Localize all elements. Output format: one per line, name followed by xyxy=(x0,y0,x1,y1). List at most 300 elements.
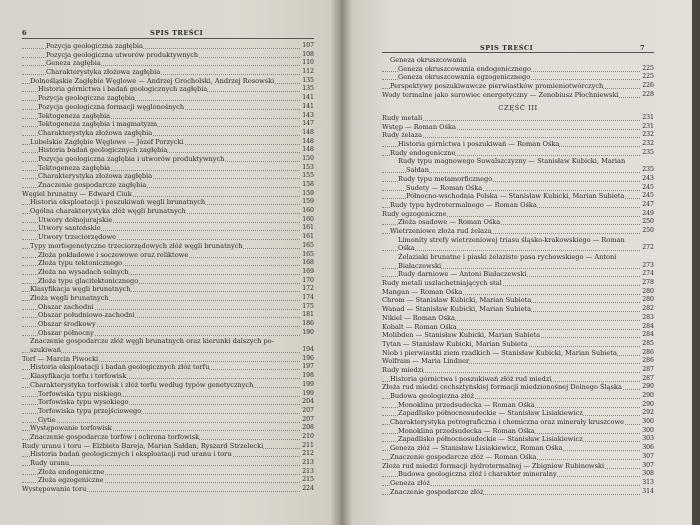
toc-entry xyxy=(382,184,654,193)
toc-entry-page: 135 xyxy=(302,76,314,84)
toc-entry-page: 165 xyxy=(302,250,314,258)
toc-entry-title: Historia eksploatacji i badań geologicznych złóż torfu xyxy=(30,363,210,372)
toc-entry xyxy=(382,383,654,392)
left-running-head: SPIS TREŚCI xyxy=(150,29,204,37)
toc-entry xyxy=(382,349,654,358)
toc-entry-title: Charakterystyka złożowa zagłębia xyxy=(38,172,153,181)
toc-entry-title: Molibden — Stanisław Kubicki, Marian Subieta xyxy=(382,331,541,340)
toc-entry-page: 285 xyxy=(642,339,654,347)
toc-entry-page: 226 xyxy=(642,82,654,90)
toc-entry-title: Północno-wschodnia Polska — Stanisław Kubicki, Marian Subieta xyxy=(406,192,625,201)
toc-entry-title: Mangan — Roman Ośka xyxy=(382,287,463,296)
toc-entry-title: Rudy żelaza xyxy=(382,131,423,140)
toc-entry xyxy=(382,175,654,184)
toc-entry-page: 290 xyxy=(642,400,654,408)
toc-entry-page: 272 xyxy=(642,244,654,252)
left-header-rule xyxy=(22,38,314,39)
toc-entry-title: Klasyfikacja torfu i torfowisk xyxy=(30,372,127,381)
toc-entry-page: 155 xyxy=(302,172,314,180)
right-page-number: 7 xyxy=(640,44,646,52)
toc-entry-page: 168 xyxy=(302,259,314,267)
toc-entry-title: Monoklina przedsudecka — Roman Ośka xyxy=(398,400,535,409)
toc-entry-page: 161 xyxy=(302,224,314,232)
toc-entry-page: 108 xyxy=(302,50,314,58)
toc-entry xyxy=(22,303,314,312)
toc-entry-title: Sudety — Roman Ośka xyxy=(406,183,483,192)
toc-entry-title: Rudy uranu i toru — Elżbieta Bareja, Marian Sałdan, Ryszard Strzelecki xyxy=(22,441,264,450)
toc-entry-page: 141 xyxy=(302,94,314,102)
toc-entry-title: Białaczewski xyxy=(398,261,442,270)
toc-entry-page: 174 xyxy=(302,293,314,301)
toc-entry-page: 141 xyxy=(302,102,314,110)
toc-entry-title: Zapadlisko północnosudeckie — Stanisław Lisiakiewicz xyxy=(398,409,583,418)
toc-entry-title: Pozycja geologiczna zagłębia i utworów produktywnych xyxy=(38,154,225,163)
toc-entry-title: Geneza okruszcowania xyxy=(390,56,467,64)
toc-entry-title: Złoża rud miedzi formacji hydrotermalnej — Zbigniew Rubinowski xyxy=(382,461,605,470)
toc-entry-title: Wolfram — Maria Lindner xyxy=(382,357,470,366)
toc-entry-page: 197 xyxy=(302,363,314,371)
book-gutter xyxy=(330,0,352,525)
toc-entry-page: 225 xyxy=(642,73,654,81)
toc-entry-page: 159 xyxy=(302,198,314,206)
toc-entry xyxy=(382,253,654,262)
toc-entry xyxy=(22,485,314,494)
right-toc xyxy=(382,114,654,496)
toc-entry xyxy=(382,366,654,375)
toc-entry-title: Torf — Marcin Piwocki xyxy=(22,354,99,363)
toc-entry-title: Rudy typu metamorficznego xyxy=(398,174,493,183)
toc-entry-title: Lubelskie Zagłębie Węglowe — Józef Porzycki xyxy=(30,137,184,146)
toc-entry xyxy=(382,149,654,158)
toc-entry xyxy=(22,372,314,381)
toc-entry-title: Rudy darniowe — Antoni Białaczewski xyxy=(398,270,527,279)
toc-entry xyxy=(382,288,654,297)
toc-entry-title: Historia badań geologicznych i eksploatacji rud uranu i toru xyxy=(30,450,232,459)
toc-entry xyxy=(22,346,314,355)
toc-entry-title: Obszar północny xyxy=(38,328,94,337)
toc-entry-page: 308 xyxy=(642,470,654,478)
leader-dots xyxy=(22,416,300,423)
toc-entry xyxy=(22,320,314,329)
toc-entry-page: 225 xyxy=(642,64,654,72)
toc-entry xyxy=(22,363,314,372)
toc-entry-title: Zapadlisko północnosudeckie — Stanisław Lisiakiewicz xyxy=(398,435,583,444)
toc-entry-page: 243 xyxy=(642,174,654,182)
toc-entry-page: 207 xyxy=(302,406,314,414)
toc-entry xyxy=(22,51,314,60)
toc-entry-page: 292 xyxy=(642,409,654,417)
toc-entry-page: 232 xyxy=(642,140,654,148)
toc-entry-page: 213 xyxy=(302,467,314,475)
toc-entry-title: Charakterystyka torfowisk i złóż torfu według typów genetycznych xyxy=(30,380,254,389)
toc-entry-page: 148 xyxy=(302,128,314,136)
toc-entry xyxy=(22,242,314,251)
toc-entry-title: Budowa geologiczna złóż xyxy=(390,392,474,400)
toc-entry-title: Kobalt — Roman Ośka xyxy=(382,322,457,331)
toc-entry xyxy=(382,166,654,175)
toc-entry-page: 307 xyxy=(642,461,654,469)
toc-entry xyxy=(22,259,314,268)
toc-entry xyxy=(382,444,654,453)
toc-entry-page: 107 xyxy=(302,42,314,49)
toc-entry-title: Pozycja geologiczna zagłębia xyxy=(46,42,143,50)
toc-entry-page: 235 xyxy=(642,148,654,156)
toc-entry-page: 169 xyxy=(302,267,314,275)
toc-entry-page: 232 xyxy=(642,131,654,139)
toc-entry-page: 175 xyxy=(302,302,314,310)
toc-entry-title: Torfowiska typu niskiego xyxy=(38,389,122,398)
toc-entry xyxy=(382,262,654,271)
toc-entry-page: 307 xyxy=(642,452,654,460)
toc-entry-title: Znaczenie gospodarcze złóż xyxy=(390,487,484,496)
toc-entry-title: Złoża egzogeniczne xyxy=(38,476,104,485)
toc-entry xyxy=(22,433,314,442)
toc-entry xyxy=(382,357,654,366)
toc-entry xyxy=(22,233,314,242)
toc-entry-title: Historia górnictwa i poszukiwań złóż rud miedzi xyxy=(390,374,552,383)
toc-entry-title: Wstęp — Roman Ośka xyxy=(382,122,456,131)
toc-entry-title: Limonity strefy wietrzeniowej triasu śląsko-krakowskiego — Roman xyxy=(398,235,625,244)
toc-entry xyxy=(22,94,314,103)
toc-entry-page: 211 xyxy=(302,441,314,449)
toc-entry-page: 213 xyxy=(302,459,314,466)
toc-entry xyxy=(382,340,654,349)
toc-entry-title: Niob i pierwiastki ziem rzadkich — Stanisław Kubicki, Marian Subieta xyxy=(382,348,617,357)
right-toc-top xyxy=(382,56,654,99)
toc-entry xyxy=(382,218,654,227)
toc-entry-page: 287 xyxy=(642,365,654,373)
toc-entry xyxy=(22,407,314,416)
toc-entry xyxy=(382,375,654,384)
toc-entry xyxy=(22,181,314,190)
toc-entry-page: 283 xyxy=(642,313,654,321)
toc-entry xyxy=(382,210,654,219)
toc-entry-title: Obszar zachodni xyxy=(38,302,94,311)
toc-entry-page: 198 xyxy=(302,372,314,380)
right-page xyxy=(340,0,692,525)
right-running-head: SPIS TREŚCI xyxy=(480,44,534,52)
toc-entry-page: 161 xyxy=(302,233,314,241)
toc-entry xyxy=(382,192,654,201)
toc-entry-title: Obszar środkowy xyxy=(38,320,96,328)
toc-entry xyxy=(382,114,654,123)
toc-entry-page: 286 xyxy=(642,357,654,365)
toc-entry xyxy=(382,409,654,418)
toc-entry-title: Gytie xyxy=(38,415,56,424)
toc-entry-page: 186 xyxy=(302,320,314,327)
toc-entry-page: 235 xyxy=(642,166,654,174)
toc-entry-page: 224 xyxy=(302,485,314,493)
toc-entry-title: Wietrzeniowe złoża rud żelaza xyxy=(390,226,492,235)
toc-entry xyxy=(22,468,314,477)
toc-entry-title: Występowanie toru xyxy=(22,485,87,494)
toc-entry-title: Historia badań geologicznych zagłębia xyxy=(38,146,168,155)
toc-entry-title: Tektogeneza zagłębia i magmatyzm xyxy=(38,120,158,129)
toc-entry xyxy=(22,207,314,216)
toc-entry xyxy=(22,59,314,68)
toc-entry-title: Perspektywy poszukiwawcze pierwiastków promieniotwórczych xyxy=(390,82,604,91)
toc-entry xyxy=(382,427,654,436)
toc-entry-title: Złoża węgli brunatnych xyxy=(30,293,109,302)
toc-entry-title: Złoża osadowe — Roman Ośka xyxy=(398,218,501,227)
toc-entry-page: 181 xyxy=(302,311,314,319)
toc-entry-page: 135 xyxy=(302,85,314,93)
toc-entry-title: Utwory trzeciorzędowe xyxy=(38,233,117,242)
toc-entry-page: 282 xyxy=(642,305,654,313)
toc-entry xyxy=(22,77,314,86)
toc-entry xyxy=(382,244,654,253)
toc-entry xyxy=(382,305,654,314)
toc-entry xyxy=(22,216,314,225)
toc-entry-title: Złoża pokładowe i soczewowe oraz reliktowe xyxy=(38,250,189,259)
toc-entry-page: 231 xyxy=(642,122,654,130)
toc-entry-page: 303 xyxy=(642,435,654,443)
toc-entry xyxy=(382,201,654,210)
toc-entry-title: Znaczenie gospodarcze zagłębia xyxy=(38,181,147,189)
toc-entry-page: 143 xyxy=(302,111,314,119)
toc-entry-title: Występowanie torfowisk xyxy=(30,424,112,433)
left-page-number: 6 xyxy=(22,29,28,37)
toc-entry-page: 165 xyxy=(302,241,314,249)
toc-entry-page: 153 xyxy=(302,163,314,171)
toc-entry-title: Rudy typu hydrotermalnego — Roman Ośka xyxy=(390,200,537,209)
toc-entry-title: Utwory santońskie xyxy=(38,224,101,233)
toc-entry-page: 245 xyxy=(642,183,654,191)
toc-entry-page: 250 xyxy=(642,218,654,226)
toc-entry-title: Rudy egzogeniczne xyxy=(382,209,447,218)
toc-entry-title: Złoża typu glacitektonicznego xyxy=(38,276,139,285)
toc-entry-page: 250 xyxy=(642,226,654,234)
toc-entry-page: 199 xyxy=(302,380,314,388)
toc-entry xyxy=(382,488,654,497)
toc-entry-page: 150 xyxy=(302,154,314,162)
toc-entry-title: Nikiel — Roman Ośka xyxy=(382,313,455,322)
toc-entry-page: 280 xyxy=(642,287,654,295)
toc-entry-title: Złoża rud miedzi cechsztyńskiej formacji miedzionośnej Dolnego Śląska xyxy=(382,383,622,392)
toc-entry-title: Typy morfogenetyczne trzeciorzędowych złóż węgli brunatnych xyxy=(30,241,243,250)
toc-entry-page: 290 xyxy=(642,383,654,391)
toc-entry xyxy=(382,392,654,401)
toc-entry-page: 280 xyxy=(642,296,654,304)
toc-entry xyxy=(382,279,654,288)
toc-entry xyxy=(22,476,314,485)
toc-entry-page: 172 xyxy=(302,285,314,293)
toc-entry-page: 247 xyxy=(642,200,654,208)
toc-entry xyxy=(382,270,654,279)
part-heading: CZĘŚĆ III xyxy=(498,104,538,112)
toc-entry-page: 245 xyxy=(642,192,654,200)
toc-entry xyxy=(22,277,314,286)
toc-entry-title: Geneza okruszcowania endogenicznego xyxy=(398,64,531,73)
toc-entry xyxy=(22,398,314,407)
toc-entry xyxy=(382,418,654,427)
toc-entry xyxy=(22,103,314,112)
toc-entry xyxy=(22,164,314,173)
page-edge xyxy=(692,0,700,525)
toc-entry xyxy=(22,329,314,338)
toc-entry xyxy=(22,138,314,147)
toc-entry-page: 160 xyxy=(302,207,314,215)
toc-entry-title: Złoża typu tektonicznego xyxy=(38,259,123,268)
toc-entry-title: Złoża na wysadach solnych xyxy=(38,267,129,276)
toc-entry xyxy=(382,323,654,332)
toc-entry-title: Rudy metali xyxy=(382,114,423,122)
toc-entry-title: Znaczenie gospodarcze torfów i ochrona torfowisk xyxy=(30,432,200,441)
toc-entry-page: 110 xyxy=(302,59,314,67)
toc-entry xyxy=(382,91,654,100)
toc-entry-page: 148 xyxy=(302,146,314,154)
toc-entry-page: 286 xyxy=(642,348,654,356)
toc-entry-title: Historia górnictwa i poszukiwań — Roman Ośka xyxy=(398,140,560,149)
toc-entry xyxy=(22,285,314,294)
toc-entry xyxy=(382,462,654,471)
toc-entry xyxy=(22,459,314,468)
toc-entry-title: Rudy typu magnowego Suwalszczyzny — Stanisław Kubicki, Marian xyxy=(398,157,626,166)
toc-entry xyxy=(382,453,654,462)
toc-entry-page: 228 xyxy=(642,90,654,98)
toc-entry-title: Rudy uranu xyxy=(30,459,70,467)
toc-entry xyxy=(22,190,314,199)
toc-entry-title: Rudy metali uszlachetniających stal xyxy=(382,279,502,288)
toc-entry-title: Geneza zagłębia xyxy=(46,59,101,68)
toc-entry-page: 287 xyxy=(642,374,654,382)
toc-entry-title: Tytan — Stanisław Kubicki, Marian Subieta xyxy=(382,339,528,348)
toc-entry-title: Pozycja geologiczna formacji węglonośnych xyxy=(38,102,185,111)
toc-entry-title: Rudy miedzi xyxy=(382,365,424,374)
toc-entry-page: 210 xyxy=(302,432,314,440)
toc-entry xyxy=(22,381,314,390)
toc-entry xyxy=(22,390,314,399)
toc-entry xyxy=(22,337,314,346)
toc-entry-page: 284 xyxy=(642,331,654,339)
toc-entry xyxy=(382,435,654,444)
toc-entry xyxy=(22,424,314,433)
toc-entry xyxy=(22,155,314,164)
toc-entry xyxy=(382,56,654,65)
toc-entry xyxy=(382,227,654,236)
toc-entry-page: 204 xyxy=(302,398,314,406)
toc-entry-page: 306 xyxy=(642,444,654,452)
toc-entry xyxy=(22,251,314,260)
toc-entry xyxy=(22,120,314,129)
toc-entry xyxy=(22,112,314,121)
toc-entry-title: Złoża endogeniczne xyxy=(38,467,105,476)
toc-entry-title: Znaczenie gospodarcze złóż — Roman Ośka xyxy=(390,452,537,461)
toc-entry xyxy=(382,401,654,410)
toc-entry-page: 190 xyxy=(302,328,314,336)
toc-entry-title: Charakterystyka złożowa zagłębia xyxy=(46,68,161,77)
toc-entry xyxy=(22,416,314,425)
toc-entry-page: 231 xyxy=(642,114,654,121)
toc-entry-page: 290 xyxy=(642,392,654,399)
toc-entry-page: 215 xyxy=(302,476,314,484)
toc-entry xyxy=(382,296,654,305)
toc-entry-page: 196 xyxy=(302,354,314,362)
toc-entry xyxy=(382,131,654,140)
toc-entry-title: Torfowiska typu przejściowego xyxy=(38,406,142,415)
toc-entry xyxy=(22,311,314,320)
toc-entry xyxy=(22,172,314,181)
toc-entry xyxy=(382,65,654,74)
toc-entry-title: Znaczenie gospodarcze złóż węgli brunatnych oraz kierunki dalszych po- xyxy=(30,337,274,346)
toc-entry-title: Budowa geologiczna złóż i charakter mineralny xyxy=(398,470,557,479)
toc-entry-page: 112 xyxy=(302,68,314,76)
toc-entry-title: Torfowiska typu wysokiego xyxy=(38,398,129,407)
toc-entry xyxy=(22,450,314,459)
toc-entry-page: 170 xyxy=(302,276,314,284)
toc-entry-title: Historia eksploatacji i poszukiwań węgli brunatnych xyxy=(30,198,206,207)
toc-entry-title: Geneza okruszcowania egzogenicznego xyxy=(398,73,531,82)
leader-dots xyxy=(22,346,300,353)
toc-entry xyxy=(382,82,654,91)
toc-entry-page: 147 xyxy=(302,120,314,128)
toc-entry-page: 159 xyxy=(302,189,314,197)
toc-entry-title: Pozycja geologiczna utworów produktywnych xyxy=(46,50,199,59)
toc-entry xyxy=(22,198,314,207)
toc-entry-page: 300 xyxy=(642,426,654,434)
toc-entry xyxy=(22,146,314,155)
toc-entry-title: Żelaziaki brunatne i piaski żelaziste pasa rychowskiego — Antoni xyxy=(398,253,617,261)
toc-entry-title: Wody termalne jako surowiec energetyczny — Zenobiusz Płochniewski xyxy=(382,90,619,99)
toc-entry xyxy=(382,123,654,132)
toc-entry-title: szukiwań xyxy=(30,346,62,355)
toc-entry xyxy=(22,355,314,364)
toc-entry-page: 148 xyxy=(302,137,314,145)
toc-entry-title: Charakterystyka petrograficzna i chemiczna oraz minerały kruszcowe xyxy=(390,418,625,427)
toc-entry-page: 300 xyxy=(642,418,654,426)
leader-dots xyxy=(382,244,640,251)
toc-entry-title: Wanad — Stanisław Kubicki, Marian Subieta xyxy=(382,305,532,314)
toc-entry-page: 199 xyxy=(302,389,314,397)
toc-entry-page: 194 xyxy=(302,346,314,354)
toc-entry-title: Dolnośląskie Zagłębie Węglowe — Andrzej Grocholski, Andrzej Rosowski xyxy=(30,76,275,85)
toc-entry-title: Obszar południowo-zachodni xyxy=(38,311,135,320)
toc-entry-title: Charakterystyka złożowa zagłębia xyxy=(38,128,153,137)
toc-entry xyxy=(382,140,654,149)
toc-entry-title: Sałdan xyxy=(406,166,429,175)
toc-entry-title: Pozycja geologiczna zagłębia xyxy=(38,94,135,103)
toc-entry xyxy=(22,129,314,138)
toc-entry xyxy=(22,85,314,94)
toc-entry-title: Geneza złóż xyxy=(390,478,430,487)
toc-entry xyxy=(382,73,654,82)
toc-entry-page: 274 xyxy=(642,270,654,278)
toc-entry xyxy=(22,68,314,77)
toc-entry-title: Chrom — Stanisław Kubicki, Marian Subieta xyxy=(382,296,532,305)
toc-entry-title: Rudy endogeniczne xyxy=(390,148,456,157)
left-toc xyxy=(22,42,314,494)
toc-entry xyxy=(382,157,654,166)
toc-entry-page: 314 xyxy=(642,487,654,495)
toc-entry xyxy=(382,479,654,488)
toc-entry-title: Ogólna charakterystyka złóż węgli brunatnych xyxy=(30,207,186,216)
toc-entry-page: 249 xyxy=(642,209,654,217)
toc-entry-title: Klasyfikacja węgli brunatnych xyxy=(30,285,131,294)
toc-entry-title: Ośka xyxy=(398,244,415,253)
toc-entry-page: 313 xyxy=(642,478,654,486)
toc-entry-title: Węgiel brunatny — Edward Ciuk xyxy=(22,189,132,198)
right-header-rule xyxy=(382,52,654,53)
toc-entry-page: 284 xyxy=(642,322,654,330)
toc-entry-page: 208 xyxy=(302,424,314,432)
toc-entry xyxy=(22,294,314,303)
toc-entry-page: 207 xyxy=(302,415,314,423)
toc-entry-title: Geneza złóż — Stanisław Lisiakiewicz, Roman Ośka xyxy=(390,444,563,453)
toc-entry-title: Tektogeneza zagłębia xyxy=(38,111,111,120)
toc-entry-title: Historia górnictwa i badań geologicznych zagłębia xyxy=(38,85,208,94)
toc-entry-title: Tektogeneza zagłębia xyxy=(38,163,111,172)
toc-entry xyxy=(382,470,654,479)
